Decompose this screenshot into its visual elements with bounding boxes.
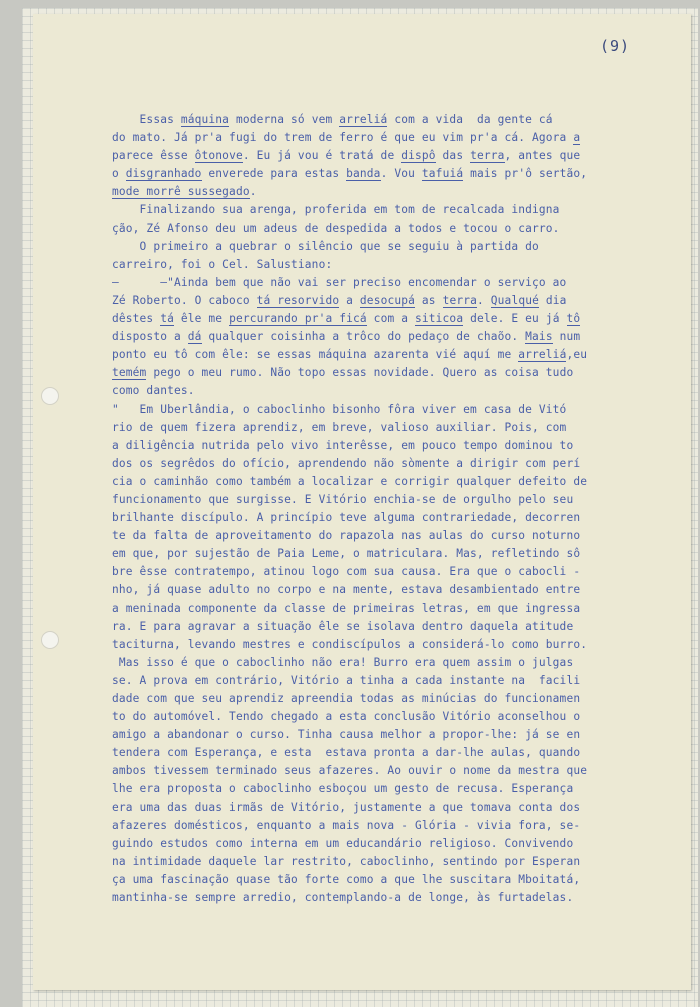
underlined-word: tá bbox=[160, 312, 174, 326]
underlined-word: a bbox=[573, 131, 581, 145]
text-line bbox=[112, 401, 640, 419]
underlined-word: temém bbox=[112, 366, 147, 380]
punch-hole bbox=[41, 631, 59, 649]
underlined-word: dá bbox=[187, 330, 202, 344]
text-line bbox=[112, 346, 640, 364]
text-line bbox=[112, 509, 640, 527]
text-segment: lhe era proposta o caboclinho esboçou um gesto de recusa. Esperança bbox=[112, 782, 574, 796]
underlined-word: arreliá bbox=[518, 348, 567, 362]
text-line bbox=[112, 183, 640, 201]
text-line bbox=[112, 780, 640, 798]
text-segment: das bbox=[435, 149, 471, 163]
text-segment: ambos tivessem terminado seus afazeres. Ao ouvir o nome da mestra que bbox=[112, 764, 588, 778]
text-segment: . Vou bbox=[380, 167, 422, 181]
underlined-word: arreliá bbox=[339, 113, 388, 126]
text-line bbox=[112, 835, 640, 853]
text-segment: dos os segrêdos do ofício, aprendendo não sòmente a dirigir com perí bbox=[112, 456, 581, 470]
text-segment: dade com que seu aprendiz apreendia todas as minúcias do funcionamen bbox=[112, 692, 581, 705]
text-segment: se. A prova em contrário, Vitório a tinha a cada instante na facili bbox=[112, 673, 581, 687]
text-segment: mantinha-se sempre arredio, contemplando-a de longe, às furtadelas. bbox=[112, 891, 574, 905]
text-segment: a meninada componente da classe de primeiras letras, em que ingressa bbox=[112, 601, 581, 615]
underlined-word: disgranhado bbox=[125, 167, 202, 181]
text-line bbox=[112, 455, 640, 473]
text-line bbox=[112, 636, 640, 654]
text-segment: funcionamento que surgisse. E Vitório enchia-se de orgulho pelo seu bbox=[112, 492, 574, 506]
text-segment: ,eu bbox=[566, 348, 588, 362]
text-segment: disposto a bbox=[112, 330, 188, 344]
text-line bbox=[112, 744, 640, 762]
text-segment: como dantes. bbox=[112, 384, 195, 398]
text-segment: O primeiro a quebrar o silêncio que se seguiu à partida do bbox=[112, 239, 539, 253]
text-segment: Finalizando sua arenga, proferida em tom de recalcada indigna bbox=[112, 203, 560, 217]
text-segment: , antes que bbox=[504, 149, 581, 163]
text-segment: dia bbox=[538, 293, 567, 307]
text-line bbox=[112, 238, 640, 256]
document-body bbox=[112, 111, 640, 907]
underlined-word: terra bbox=[442, 293, 477, 307]
text-line bbox=[112, 310, 640, 328]
text-line bbox=[112, 726, 640, 744]
text-line bbox=[112, 382, 640, 400]
text-line bbox=[112, 871, 640, 889]
text-line bbox=[112, 129, 640, 147]
text-line bbox=[112, 563, 640, 581]
text-segment: nho, já quase adulto no corpo e na mente, estava desambientado entre bbox=[112, 583, 581, 597]
text-segment: " Em Uberlândia, o caboclinho bisonho fôra viver em casa de Vitó bbox=[112, 402, 567, 416]
text-segment: bre êsse contratempo, atinou logo com sua causa. Era que o cabocli - bbox=[112, 565, 581, 579]
text-segment: cia o caminhão como também a localizar e corrigir qualquer defeito de bbox=[112, 474, 588, 488]
text-segment: a diligência nutrida pelo vivo interêsse, em pouco tempo dominou to bbox=[112, 438, 574, 452]
text-line bbox=[112, 600, 640, 618]
text-segment: enverede para estas bbox=[201, 167, 347, 181]
text-line bbox=[112, 581, 640, 599]
underlined-word: máquina bbox=[180, 113, 230, 126]
text-segment: êle me bbox=[173, 312, 230, 326]
text-segment: dele. E eu já bbox=[463, 312, 567, 326]
underlined-word: terra bbox=[470, 149, 505, 163]
text-segment: brilhante discípulo. A princípio teve alguma contrariedade, decorren bbox=[112, 511, 581, 525]
text-segment: pego o meu rumo. Não topo essas novidade. Quero as coisa tudo bbox=[146, 366, 574, 380]
text-segment: com a vida da gente cá bbox=[387, 113, 553, 126]
text-line bbox=[112, 491, 640, 509]
text-line bbox=[112, 762, 640, 780]
underlined-word: Mais bbox=[525, 330, 553, 344]
text-segment: era uma das duas irmãs de Vitório, justamente a que tomava conta dos bbox=[112, 800, 581, 814]
text-segment: em que, por sujestão de Paia Leme, o matriculara. Mas, refletindo sô bbox=[112, 547, 581, 561]
text-line bbox=[112, 256, 640, 274]
text-line bbox=[112, 618, 640, 636]
text-line bbox=[112, 672, 640, 690]
text-line bbox=[112, 292, 640, 310]
text-segment: mais pr'ô sertão, bbox=[463, 167, 588, 181]
text-segment: ça uma fascinação quase tão forte como a que lhe suscitara Mboitatá, bbox=[112, 872, 581, 886]
text-segment: tendera com Esperança, e esta estava pronta a dar-lhe aulas, quando bbox=[112, 746, 581, 760]
text-line bbox=[112, 165, 640, 183]
text-segment: to do automóvel. Tendo chegado a esta conclusão Vitório aconselhou o bbox=[112, 710, 581, 724]
text-segment: moderna só vem bbox=[229, 113, 340, 126]
text-segment: na intimidade daquele lar restrito, caboclinho, sentindo por Esperan bbox=[112, 854, 581, 868]
text-segment: . bbox=[249, 185, 257, 199]
underlined-word: ôtonove bbox=[194, 149, 243, 163]
underlined-word: desocupá bbox=[359, 293, 416, 307]
text-line bbox=[112, 690, 640, 708]
text-segment: do mato. Já pr'a fugi do trem de ferro é que eu vim pr'a cá. Agora bbox=[112, 131, 574, 145]
underlined-word: dispô bbox=[401, 149, 436, 163]
text-segment: num bbox=[552, 330, 581, 344]
text-segment: dêstes bbox=[112, 312, 161, 326]
text-line bbox=[112, 708, 640, 726]
text-line bbox=[112, 419, 640, 437]
text-line bbox=[112, 274, 640, 292]
text-segment: ção, Zé Afonso deu um adeus de despedida a todos e tocou o carro. bbox=[112, 221, 560, 235]
text-segment: as bbox=[415, 293, 443, 307]
underlined-word: siticoa bbox=[415, 312, 464, 326]
text-line bbox=[112, 111, 640, 129]
text-segment: Zé Roberto. O caboco bbox=[112, 293, 257, 307]
underlined-word: tafuiá bbox=[421, 167, 464, 181]
text-line bbox=[112, 889, 640, 907]
text-segment: ponto eu tô com êle: se essas máquina azarenta vié aquí me bbox=[112, 348, 519, 362]
text-segment: qualquer coisinha a trôco do pedaço de chaõo. bbox=[201, 330, 526, 344]
text-segment: te da falta de aproveitamento do rapazola nas aulas do curso noturno bbox=[112, 529, 581, 543]
underlined-word: banda bbox=[346, 167, 381, 181]
text-line bbox=[112, 328, 640, 346]
text-line bbox=[112, 147, 640, 165]
text-segment: guindo estudos como interna em um educandário religioso. Convivendo bbox=[112, 836, 574, 850]
underlined-word: Qualqué bbox=[490, 293, 539, 307]
text-segment: . Eu já vou é tratá de bbox=[242, 149, 402, 163]
text-line bbox=[112, 817, 640, 835]
text-line bbox=[112, 654, 640, 672]
text-segment: a bbox=[339, 293, 360, 307]
text-line bbox=[112, 545, 640, 563]
underlined-word: tô bbox=[566, 312, 581, 326]
text-line bbox=[112, 799, 640, 817]
text-segment: Mas isso é que o caboclinho não era! Burro era quem assim o julgas bbox=[112, 655, 574, 669]
underlined-word: tá resorvido bbox=[256, 293, 340, 307]
text-segment: . bbox=[477, 293, 491, 307]
text-line bbox=[112, 220, 640, 238]
text-segment: parece êsse bbox=[112, 149, 195, 163]
text-line bbox=[112, 201, 640, 219]
text-line bbox=[112, 437, 640, 455]
text-segment: carreiro, foi o Cel. Salustiano: bbox=[112, 257, 333, 271]
text-line bbox=[112, 853, 640, 871]
text-segment: rio de quem fizera aprendiz, em breve, valioso auxiliar. Pois, com bbox=[112, 420, 567, 434]
text-segment: com a bbox=[366, 312, 415, 326]
page-number: (9) bbox=[600, 37, 631, 55]
text-segment: afazeres domésticos, enquanto a mais nova - Glória - vivia fora, se- bbox=[112, 818, 581, 832]
text-segment: taciturna, levando mestres e condiscípulos a considerá-lo como burro. bbox=[112, 637, 588, 651]
text-segment: ra. E para agravar a situação êle se isolava dentro daquela atitude bbox=[112, 619, 574, 633]
underlined-word: percurando pr'a ficá bbox=[229, 312, 367, 326]
text-segment: amigo a abandonar o curso. Tinha causa melhor a propor-lhe: já se en bbox=[112, 728, 581, 742]
underlined-word: mode morrê sussegado bbox=[112, 185, 250, 199]
text-segment: o bbox=[112, 167, 126, 181]
text-segment: — —"Ainda bem que não vai ser preciso encomendar o serviço ao bbox=[112, 275, 567, 289]
text-line bbox=[112, 364, 640, 382]
text-segment: Essas bbox=[112, 113, 181, 126]
text-line bbox=[112, 527, 640, 545]
text-line bbox=[112, 473, 640, 491]
punch-hole bbox=[41, 387, 59, 405]
